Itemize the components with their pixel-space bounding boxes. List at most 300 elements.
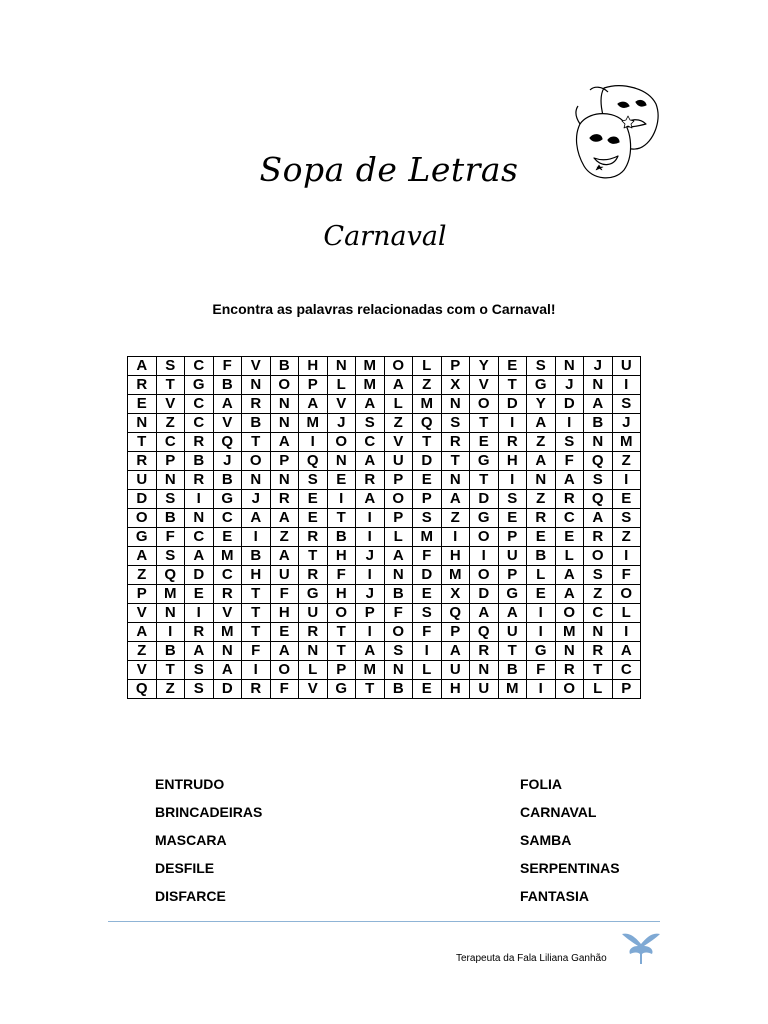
grid-cell: R <box>128 376 157 395</box>
grid-cell: S <box>441 414 470 433</box>
grid-cell: H <box>299 357 328 376</box>
grid-cell: H <box>242 566 271 585</box>
grid-cell: F <box>270 585 299 604</box>
grid-cell: M <box>356 661 385 680</box>
grid-cell: T <box>242 433 271 452</box>
grid-cell: A <box>270 547 299 566</box>
grid-cell: M <box>213 547 242 566</box>
grid-cell: I <box>612 471 641 490</box>
grid-cell: L <box>327 376 356 395</box>
grid-cell: A <box>356 395 385 414</box>
grid-cell: B <box>242 414 271 433</box>
grid-cell: V <box>128 661 157 680</box>
grid-cell: P <box>498 566 527 585</box>
grid-cell: O <box>470 566 499 585</box>
grid-cell: S <box>413 509 442 528</box>
grid-cell: Q <box>441 604 470 623</box>
grid-cell: O <box>327 433 356 452</box>
grid-cell: I <box>356 623 385 642</box>
grid-cell: J <box>327 414 356 433</box>
grid-cell: A <box>470 604 499 623</box>
grid-cell: P <box>441 623 470 642</box>
grid-cell: P <box>327 661 356 680</box>
word-list-item: FANTASIA <box>520 888 589 904</box>
grid-cell: J <box>213 452 242 471</box>
grid-cell: S <box>356 414 385 433</box>
grid-cell: L <box>413 661 442 680</box>
grid-cell: R <box>584 642 613 661</box>
grid-cell: A <box>498 604 527 623</box>
grid-cell: R <box>128 452 157 471</box>
grid-cell: F <box>612 566 641 585</box>
grid-cell: Q <box>413 414 442 433</box>
grid-cell: X <box>441 376 470 395</box>
grid-cell: S <box>384 642 413 661</box>
grid-cell: R <box>242 395 271 414</box>
grid-cell: U <box>498 623 527 642</box>
grid-cell: A <box>185 642 214 661</box>
grid-cell: Q <box>128 680 157 699</box>
grid-cell: G <box>299 585 328 604</box>
grid-cell: G <box>498 585 527 604</box>
grid-cell: P <box>299 376 328 395</box>
grid-cell: T <box>242 585 271 604</box>
grid-cell: O <box>384 357 413 376</box>
grid-cell: N <box>441 471 470 490</box>
grid-cell: F <box>242 642 271 661</box>
grid-cell: S <box>555 433 584 452</box>
grid-cell: F <box>527 661 556 680</box>
grid-cell: O <box>270 376 299 395</box>
grid-cell: A <box>441 490 470 509</box>
grid-cell: S <box>156 547 185 566</box>
grid-cell: R <box>270 490 299 509</box>
grid-cell: R <box>299 566 328 585</box>
grid-cell: R <box>185 471 214 490</box>
grid-cell: A <box>128 547 157 566</box>
grid-cell: A <box>527 452 556 471</box>
grid-cell: N <box>584 623 613 642</box>
grid-cell: P <box>384 471 413 490</box>
grid-cell: E <box>470 433 499 452</box>
grid-cell: T <box>327 642 356 661</box>
grid-cell: I <box>242 661 271 680</box>
instructions-text: Encontra as palavras relacionadas com o Carnaval! <box>212 301 556 317</box>
grid-cell: V <box>470 376 499 395</box>
grid-cell: F <box>384 604 413 623</box>
grid-cell: A <box>213 661 242 680</box>
grid-cell: T <box>498 642 527 661</box>
grid-cell: D <box>498 395 527 414</box>
grid-cell: T <box>413 433 442 452</box>
grid-cell: G <box>527 642 556 661</box>
grid-cell: E <box>413 471 442 490</box>
grid-cell: H <box>441 680 470 699</box>
grid-cell: I <box>612 547 641 566</box>
grid-cell: C <box>185 528 214 547</box>
grid-cell: O <box>584 547 613 566</box>
grid-cell: U <box>270 566 299 585</box>
grid-cell: P <box>270 452 299 471</box>
grid-cell: Y <box>527 395 556 414</box>
grid-cell: T <box>356 680 385 699</box>
page-subtitle: Carnaval <box>323 221 447 252</box>
grid-cell: L <box>555 547 584 566</box>
grid-cell: O <box>384 623 413 642</box>
grid-cell: G <box>185 376 214 395</box>
grid-cell: E <box>498 509 527 528</box>
grid-cell: Q <box>470 623 499 642</box>
grid-cell: I <box>527 680 556 699</box>
grid-cell: H <box>441 547 470 566</box>
grid-cell: S <box>498 490 527 509</box>
grid-cell: D <box>128 490 157 509</box>
grid-cell: I <box>242 528 271 547</box>
grid-cell: I <box>612 376 641 395</box>
grid-cell: A <box>299 395 328 414</box>
grid-row <box>128 547 641 566</box>
grid-cell: V <box>213 604 242 623</box>
grid-cell: U <box>470 680 499 699</box>
grid-cell: I <box>555 414 584 433</box>
grid-cell: P <box>498 528 527 547</box>
grid-cell: N <box>384 566 413 585</box>
grid-cell: L <box>612 604 641 623</box>
grid-cell: E <box>527 528 556 547</box>
grid-cell: J <box>242 490 271 509</box>
grid-cell: N <box>185 509 214 528</box>
grid-cell: U <box>612 357 641 376</box>
grid-cell: U <box>498 547 527 566</box>
grid-cell: N <box>242 471 271 490</box>
grid-cell: P <box>441 357 470 376</box>
grid-cell: J <box>356 585 385 604</box>
grid-cell: B <box>185 452 214 471</box>
grid-cell: A <box>213 395 242 414</box>
grid-cell: H <box>270 604 299 623</box>
grid-cell: A <box>242 509 271 528</box>
grid-cell: M <box>213 623 242 642</box>
word-list-item: SAMBA <box>520 832 572 848</box>
grid-cell: Z <box>441 509 470 528</box>
grid-cell: B <box>156 642 185 661</box>
grid-cell: N <box>555 357 584 376</box>
grid-cell: I <box>527 604 556 623</box>
grid-cell: S <box>584 566 613 585</box>
grid-cell: E <box>213 528 242 547</box>
grid-cell: D <box>213 680 242 699</box>
word-list-item: SERPENTINAS <box>520 860 620 876</box>
grid-cell: H <box>327 547 356 566</box>
grid-cell: R <box>441 433 470 452</box>
grid-cell: V <box>128 604 157 623</box>
grid-cell: I <box>185 604 214 623</box>
grid-row <box>128 528 641 547</box>
grid-cell: A <box>270 509 299 528</box>
grid-cell: N <box>156 471 185 490</box>
grid-cell: L <box>584 680 613 699</box>
grid-cell: M <box>156 585 185 604</box>
grid-cell: B <box>498 661 527 680</box>
grid-cell: B <box>242 547 271 566</box>
grid-cell: Z <box>384 414 413 433</box>
grid-cell: T <box>327 509 356 528</box>
grid-cell: Z <box>270 528 299 547</box>
grid-cell: S <box>156 357 185 376</box>
grid-cell: L <box>413 357 442 376</box>
grid-cell: R <box>555 490 584 509</box>
grid-cell: B <box>213 376 242 395</box>
grid-cell: P <box>612 680 641 699</box>
grid-cell: V <box>242 357 271 376</box>
grid-cell: C <box>612 661 641 680</box>
footer-divider <box>108 921 660 922</box>
grid-cell: A <box>356 642 385 661</box>
grid-cell: Q <box>213 433 242 452</box>
grid-cell: Z <box>612 528 641 547</box>
grid-cell: S <box>156 490 185 509</box>
grid-cell: I <box>327 490 356 509</box>
grid-cell: D <box>470 490 499 509</box>
grid-cell: N <box>327 357 356 376</box>
grid-row <box>128 433 641 452</box>
grid-cell: H <box>327 585 356 604</box>
page-title: Sopa de Letras <box>259 150 519 189</box>
grid-cell: L <box>384 395 413 414</box>
grid-cell: C <box>584 604 613 623</box>
grid-cell: I <box>498 471 527 490</box>
grid-cell: C <box>213 566 242 585</box>
grid-cell: N <box>299 642 328 661</box>
grid-cell: P <box>384 509 413 528</box>
grid-cell: V <box>327 395 356 414</box>
grid-cell: U <box>441 661 470 680</box>
grid-cell: B <box>384 585 413 604</box>
grid-cell: N <box>242 376 271 395</box>
grid-cell: R <box>299 623 328 642</box>
grid-cell: T <box>156 376 185 395</box>
grid-cell: I <box>470 547 499 566</box>
grid-cell: S <box>299 471 328 490</box>
grid-cell: M <box>612 433 641 452</box>
grid-cell: E <box>270 623 299 642</box>
grid-cell: B <box>527 547 556 566</box>
grid-cell: E <box>128 395 157 414</box>
grid-cell: S <box>584 471 613 490</box>
grid-cell: I <box>356 566 385 585</box>
grid-cell: T <box>470 414 499 433</box>
word-list-left <box>155 775 262 915</box>
grid-cell: L <box>299 661 328 680</box>
grid-cell: P <box>356 604 385 623</box>
grid-cell: V <box>213 414 242 433</box>
grid-cell: J <box>555 376 584 395</box>
grid-cell: E <box>612 490 641 509</box>
grid-cell: J <box>584 357 613 376</box>
grid-cell: T <box>156 661 185 680</box>
grid-cell: F <box>213 357 242 376</box>
grid-cell: E <box>413 585 442 604</box>
grid-cell: O <box>555 680 584 699</box>
grid-cell: S <box>612 395 641 414</box>
grid-row <box>128 680 641 699</box>
grid-cell: G <box>128 528 157 547</box>
grid-cell: C <box>356 433 385 452</box>
grid-cell: I <box>299 433 328 452</box>
grid-cell: D <box>470 585 499 604</box>
grid-cell: L <box>384 528 413 547</box>
grid-cell: Z <box>584 585 613 604</box>
grid-cell: O <box>242 452 271 471</box>
word-list-item: BRINCADEIRAS <box>155 804 263 820</box>
grid-cell: R <box>213 585 242 604</box>
grid-cell: F <box>327 566 356 585</box>
grid-cell: O <box>270 661 299 680</box>
grid-cell: E <box>327 471 356 490</box>
grid-cell: Z <box>156 414 185 433</box>
grid-cell: A <box>441 642 470 661</box>
grid-cell: I <box>413 642 442 661</box>
grid-cell: Q <box>584 452 613 471</box>
grid-cell: T <box>584 661 613 680</box>
grid-cell: G <box>470 452 499 471</box>
grid-cell: C <box>185 414 214 433</box>
grid-cell: A <box>555 471 584 490</box>
grid-cell: N <box>441 395 470 414</box>
grid-row <box>128 395 641 414</box>
grid-cell: I <box>527 623 556 642</box>
grid-cell: I <box>498 414 527 433</box>
grid-cell: A <box>128 623 157 642</box>
grid-cell: A <box>555 585 584 604</box>
grid-cell: R <box>555 661 584 680</box>
grid-cell: A <box>612 642 641 661</box>
grid-cell: E <box>185 585 214 604</box>
grid-cell: O <box>128 509 157 528</box>
grid-cell: B <box>384 680 413 699</box>
grid-cell: O <box>612 585 641 604</box>
grid-cell: A <box>128 357 157 376</box>
grid-cell: V <box>156 395 185 414</box>
grid-cell: O <box>327 604 356 623</box>
grid-cell: E <box>299 490 328 509</box>
grid-cell: M <box>413 528 442 547</box>
grid-cell: P <box>128 585 157 604</box>
grid-cell: G <box>213 490 242 509</box>
grid-cell: S <box>612 509 641 528</box>
grid-cell: U <box>299 604 328 623</box>
grid-cell: R <box>470 642 499 661</box>
grid-cell: N <box>327 452 356 471</box>
grid-cell: E <box>299 509 328 528</box>
grid-cell: V <box>299 680 328 699</box>
grid-cell: F <box>413 623 442 642</box>
grid-cell: N <box>555 642 584 661</box>
grid-cell: R <box>527 509 556 528</box>
grid-cell: N <box>270 395 299 414</box>
word-list-item: MASCARA <box>155 832 227 848</box>
grid-cell: T <box>242 604 271 623</box>
word-list-item: CARNAVAL <box>520 804 597 820</box>
grid-cell: O <box>555 604 584 623</box>
grid-cell: M <box>441 566 470 585</box>
grid-cell: M <box>356 357 385 376</box>
grid-cell: I <box>185 490 214 509</box>
bird-logo-icon <box>620 930 662 966</box>
grid-row <box>128 490 641 509</box>
grid-row <box>128 471 641 490</box>
grid-cell: N <box>527 471 556 490</box>
grid-cell: T <box>128 433 157 452</box>
grid-cell: Z <box>156 680 185 699</box>
grid-cell: Z <box>527 490 556 509</box>
word-list-item: ENTRUDO <box>155 776 225 792</box>
grid-cell: M <box>555 623 584 642</box>
grid-cell: N <box>584 376 613 395</box>
grid-row <box>128 357 641 376</box>
grid-cell: Z <box>413 376 442 395</box>
grid-row <box>128 452 641 471</box>
grid-cell: N <box>128 414 157 433</box>
grid-cell: C <box>213 509 242 528</box>
grid-cell: O <box>470 528 499 547</box>
grid-cell: R <box>356 471 385 490</box>
grid-cell: Q <box>299 452 328 471</box>
grid-cell: M <box>413 395 442 414</box>
grid-cell: Q <box>156 566 185 585</box>
grid-row <box>128 566 641 585</box>
grid-cell: H <box>498 452 527 471</box>
grid-cell: R <box>242 680 271 699</box>
word-list-item: DISFARCE <box>155 888 226 904</box>
grid-cell: T <box>299 547 328 566</box>
grid-cell: Q <box>584 490 613 509</box>
grid-cell: C <box>185 357 214 376</box>
grid-cell: F <box>270 680 299 699</box>
grid-cell: N <box>470 661 499 680</box>
word-list-item: FOLIA <box>520 776 562 792</box>
grid-cell: L <box>527 566 556 585</box>
grid-row <box>128 661 641 680</box>
grid-cell: P <box>156 452 185 471</box>
grid-cell: A <box>356 452 385 471</box>
grid-cell: J <box>612 414 641 433</box>
grid-cell: F <box>156 528 185 547</box>
grid-cell: T <box>498 376 527 395</box>
grid-row <box>128 376 641 395</box>
grid-cell: M <box>498 680 527 699</box>
grid-row <box>128 509 641 528</box>
grid-cell: B <box>327 528 356 547</box>
grid-cell: I <box>356 509 385 528</box>
grid-cell: I <box>356 528 385 547</box>
grid-cell: S <box>413 604 442 623</box>
grid-cell: A <box>384 376 413 395</box>
grid-cell: M <box>356 376 385 395</box>
grid-cell: C <box>185 395 214 414</box>
grid-cell: X <box>441 585 470 604</box>
grid-cell: F <box>555 452 584 471</box>
grid-cell: R <box>185 433 214 452</box>
grid-cell: B <box>156 509 185 528</box>
grid-cell: R <box>299 528 328 547</box>
grid-cell: A <box>270 433 299 452</box>
grid-cell: N <box>270 471 299 490</box>
grid-cell: T <box>327 623 356 642</box>
grid-cell: Y <box>470 357 499 376</box>
grid-cell: A <box>555 566 584 585</box>
grid-cell: U <box>384 452 413 471</box>
